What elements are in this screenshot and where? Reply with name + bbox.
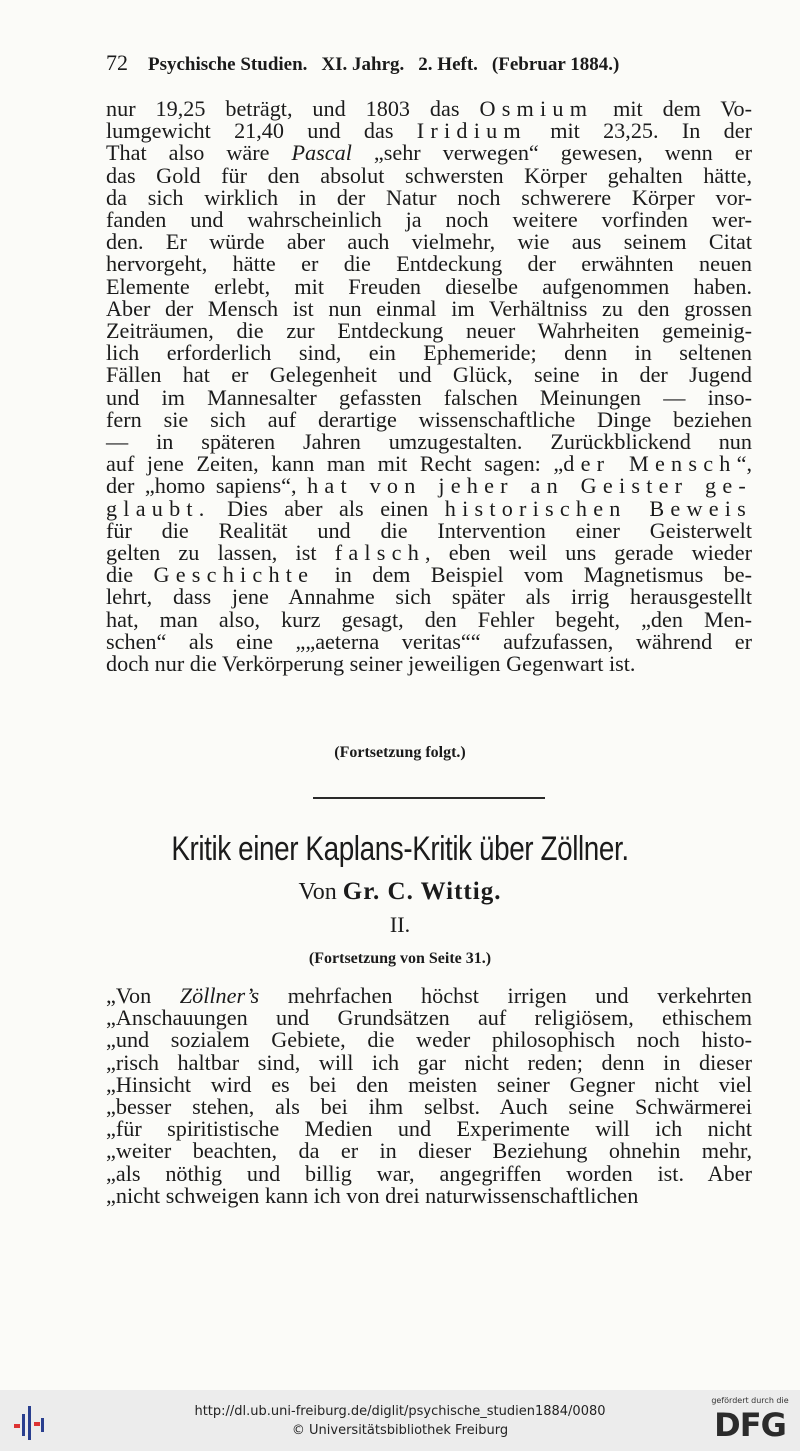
text-line [106,295,752,321]
text-run: „als nöthig und billig war, angegriffen worden ist. Aber [106,1160,752,1186]
text-line [106,320,752,342]
text-run: Aber der Mensch ist nun einmal im Verhältniss zu den grossen [106,295,752,321]
text-run: für die Realität und die Intervention einer Geisterwelt [106,517,752,543]
text-block-article [106,985,752,1207]
text-line [106,628,752,654]
text-run: „sehr verwegen“ gewesen, wenn er [351,140,752,166]
text-run: lehrt, dass jene Annahme sich später als irrig herausgestellt [106,584,752,610]
text-line [106,231,752,253]
text-run: Osmium [479,96,594,121]
text-line [106,985,752,1007]
text-line [106,364,752,386]
text-run: mehrfachen höchst irrigen und verkehrten [259,983,752,1008]
text-run: „Hinsicht wird es bei den meisten seiner Gegner nicht viel [106,1071,752,1097]
text-line [106,1140,752,1162]
text-run: Geschichte [153,562,315,588]
text-run: doch nur die Verkörperung seiner jeweiligen Gegenwart ist. [106,651,636,677]
text-run: fanden und wahrscheinlich ja noch weitere vorfinden wer- [106,207,752,233]
text-run: “, [736,451,752,477]
text-line [106,586,752,608]
text-run: nur 19,25 beträgt, und 1803 das [106,96,480,121]
running-head [106,50,750,76]
text-line [106,517,752,543]
text-line [106,1160,752,1186]
text-run: der Mensch [563,451,737,477]
text-line [106,406,752,432]
text-run: in dem Beispiel vom Magnetismus be- [314,562,752,588]
text-run: „weiter beachten, da er in dieser Beziehung ohnehin mehr, [106,1138,752,1164]
text-run: schen“ als eine „„aeterna veritas““ aufzufassen, während er [106,628,752,654]
dfg-tagline: gefördert durch die [711,1396,789,1405]
text-run: „Von [106,983,180,1008]
text-run: Elemente erlebt, mit Freuden dieselbe aufgenommen haben. [106,273,752,299]
text-run: mit dem Vo- [593,96,752,121]
volume: XI. Jahrg. [321,54,405,75]
text-line [106,253,752,275]
text-run: gelten zu lassen, ist [106,540,335,566]
text-line [106,342,752,364]
article-title: Kritik einer Kaplans-Kritik über Zöllner. [171,830,629,868]
text-run: der „homo sapiens“, [106,473,308,499]
text-line [106,542,752,564]
text-run: die [106,562,154,588]
permalink-url[interactable]: http://dl.ub.uni-freiburg.de/diglit/psychische_studien1884/0080 [194,1404,606,1419]
text-run: glaubt. [106,495,211,521]
text-line [106,1029,752,1051]
text-run: da sich wirklich in der Natur noch schwerere Körper vor- [106,184,752,210]
text-run: hat, man also, kurz gesagt, den Fehler begeht, „den Men- [106,606,752,632]
text-run: „Anschauungen und Grundsätzen auf religiösem, ethischem [106,1005,752,1031]
text-run: Dies aber als einen [210,495,445,521]
text-run: hervorgeht, hätte er die Entdeckung der erwähnten neuen [106,251,752,277]
text-run: Pascal [291,140,352,166]
text-line [106,384,752,410]
text-run: mit 23,25. In der [526,118,753,144]
text-run: „und sozialem Gebiete, die weder philosophisch noch histo- [106,1027,752,1053]
text-run: lumgewicht 21,40 und das [106,118,417,144]
continued-note: (Fortsetzung folgt.) [334,744,466,761]
text-run: „für spiritistische Medien und Experimente will ich nicht [106,1116,752,1142]
issue-date: (Februar 1884.) [491,54,620,75]
text-line [106,120,752,142]
text-line [106,564,752,586]
byline-von: Von [298,879,337,905]
text-line [106,453,752,475]
text-line [106,1007,752,1029]
text-run: „risch haltbar sind, will ich gar nicht reden; denn in dieser [106,1049,752,1075]
text-run: hat von jeher an Geister ge- [307,473,752,499]
dfg-logo [708,1396,792,1446]
text-run: falsch [334,540,426,566]
text-line [106,653,752,675]
text-run: , eben weil uns gerade wieder [425,540,753,566]
text-run: „nicht schweigen kann ich von drei naturwissenschaftlichen [106,1182,639,1208]
text-run: historischen Beweis [444,495,752,521]
text-run: Zöllner’s [179,983,260,1008]
text-line [106,1182,752,1208]
part-number: II. [389,912,411,937]
text-line [106,98,752,120]
text-line [106,1118,752,1140]
text-run: auf jene Zeiten, kann man mit Recht sagen: „ [106,451,564,477]
text-run: den. Er würde aber auch vielmehr, wie aus seinem Citat [106,229,752,255]
text-run: Fällen hat er Gelegenheit und Glück, seine in der Jugend [106,362,752,388]
text-run: — in späteren Jahren umzugestalten. Zurückblickend nun [106,429,752,455]
text-line [106,606,752,632]
text-run: lich erforderlich sind, ein Ephemeride; denn in seltenen [106,340,752,366]
viewer-footer [0,1390,800,1451]
text-run: und im Mannesalter gefassten falschen Meinungen — inso- [106,384,752,410]
text-line [106,162,752,188]
page-number: 72 [106,50,128,75]
journal-name: Psychische Studien. [148,54,308,75]
text-run: fern sie sich auf derartige wissenschaftliche Dinge beziehen [106,406,752,432]
text-run: That also wäre [106,140,292,166]
continued-from-note: (Fortsetzung von Seite 31.) [308,950,492,967]
text-line [106,431,752,453]
text-line [106,495,752,521]
author-name: Gr. C. Wittig. [342,878,502,905]
section-divider [313,797,545,799]
text-line [106,142,752,164]
text-run: „besser stehen, als bei ihm selbst. Auch seine Schwärmerei [106,1094,752,1120]
text-line [106,184,752,210]
dfg-wordmark: DFG [714,1406,786,1444]
text-line [106,209,752,231]
text-run: das Gold für den absolut schwersten Körper gehalten hätte, [106,162,752,188]
text-block-previous-article [106,98,752,675]
issue: 2. Heft. [418,54,478,75]
text-line [106,1071,752,1097]
text-line [106,273,752,299]
text-line [106,1096,752,1118]
text-line [106,1049,752,1075]
text-line [106,475,752,497]
text-run: Zeiträumen, die zur Entdeckung neuer Wahrheiten gemeinig- [106,318,752,344]
text-run: Iridium [416,118,527,144]
copyright-notice: © Universitätsbibliothek Freiburg [291,1423,509,1438]
byline [0,878,800,906]
